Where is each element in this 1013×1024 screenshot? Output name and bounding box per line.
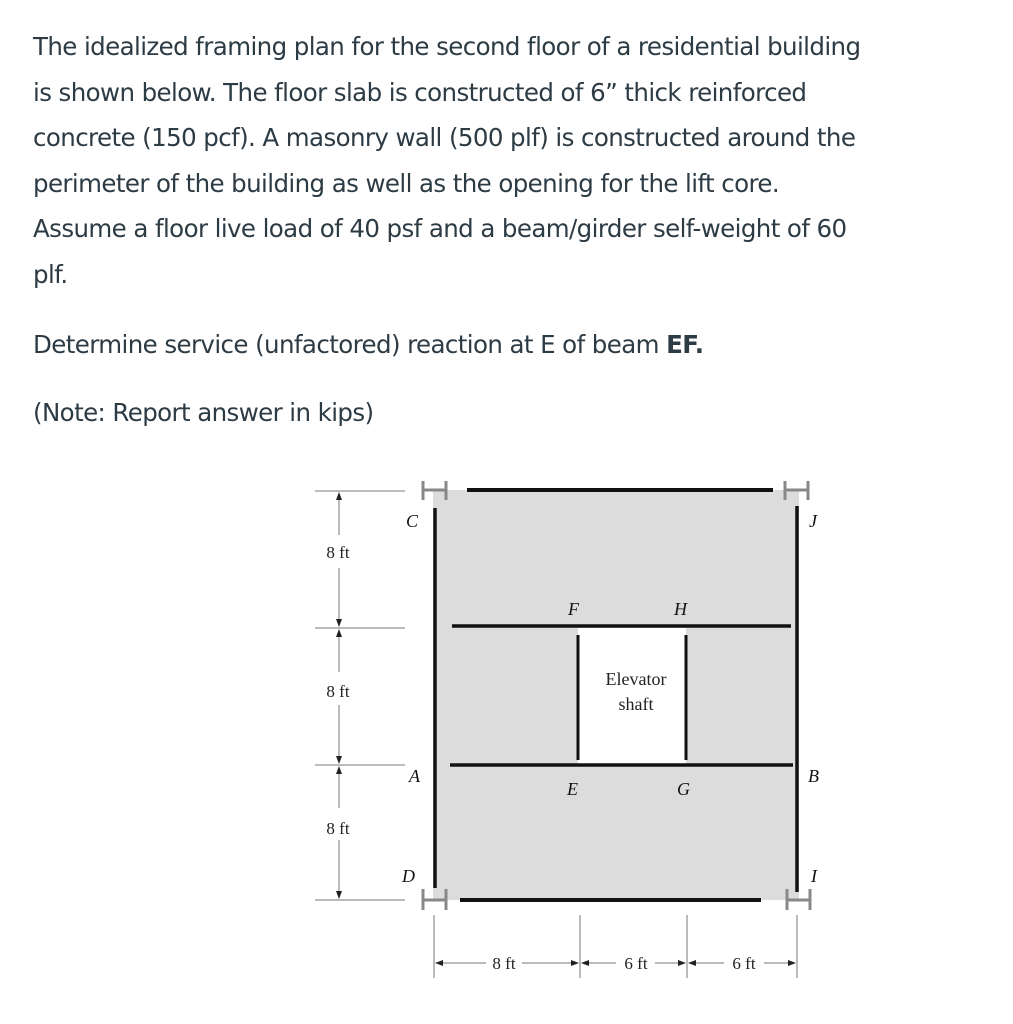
label-H: H <box>674 599 687 619</box>
label-E: E <box>567 779 578 799</box>
label-A: A <box>409 766 420 786</box>
label-J: J <box>809 511 817 531</box>
statement-line: Assume a floor live load of 40 psf and a beam/girder self-weight of 60 <box>33 214 847 244</box>
statement-line: concrete (150 pcf). A masonry wall (500 plf) is constructed around the <box>33 123 856 153</box>
label-B: B <box>808 766 819 786</box>
dim-vertical-middle: 8 ft <box>326 682 350 701</box>
label-I: I <box>811 866 817 886</box>
statement-line: plf. <box>33 259 68 289</box>
dim-horizontal-left: 8 ft <box>492 954 516 973</box>
label-D: D <box>402 866 415 886</box>
prompt-beam-label: EF. <box>666 330 704 359</box>
elevator-shaft-label-line2: shaft <box>618 694 654 714</box>
label-G: G <box>677 779 690 799</box>
label-F: F <box>568 599 579 619</box>
dim-vertical-top: 8 ft <box>326 543 350 562</box>
elevator-shaft-label-line1: Elevator <box>605 669 667 689</box>
dim-vertical-bottom: 8 ft <box>326 819 350 838</box>
label-C: C <box>406 511 419 531</box>
statement-line: perimeter of the building as well as the opening for the lift core. <box>33 168 780 198</box>
statement-line: The idealized framing plan for the second floor of a residential building <box>33 32 861 61</box>
statement-line: is shown below. The floor slab is constructed of 6” thick reinforced <box>33 77 807 107</box>
dim-horizontal-middle: 6 ft <box>624 954 648 973</box>
dim-horizontal-right: 6 ft <box>732 954 756 973</box>
answer-note: (Note: Report answer in kips) <box>33 398 374 427</box>
prompt-text: Determine service (unfactored) reaction at E of beam <box>33 330 667 359</box>
